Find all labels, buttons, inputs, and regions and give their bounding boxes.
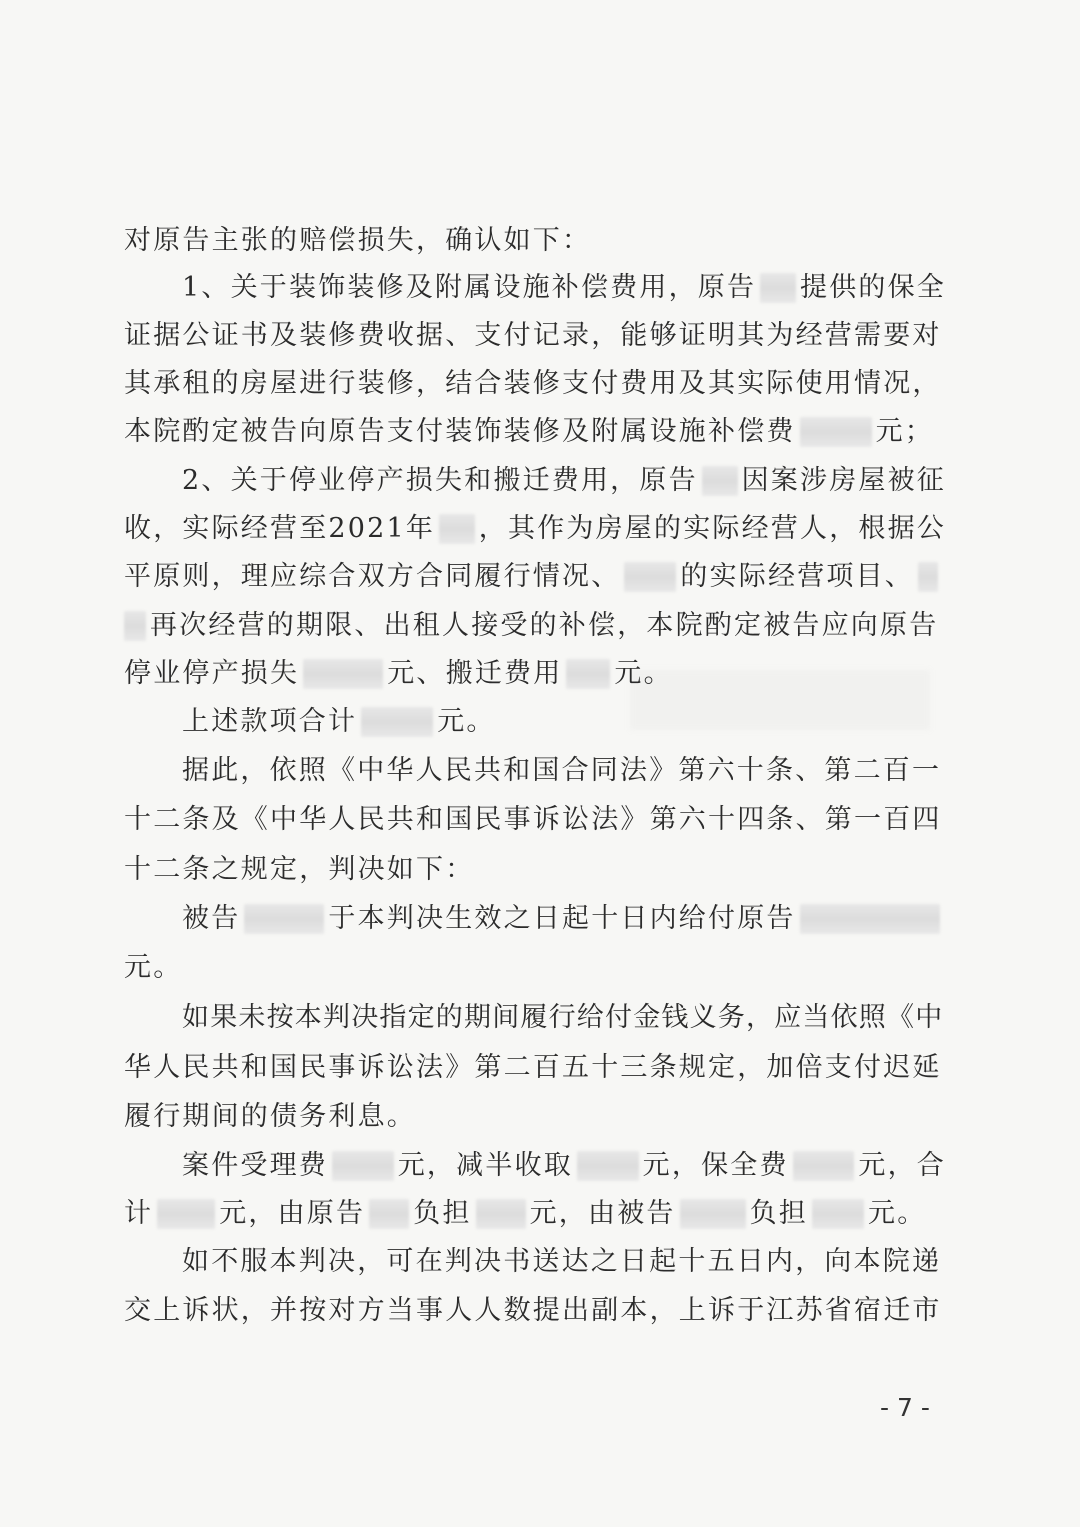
redacted-name: [760, 273, 796, 303]
redacted-name: [124, 611, 146, 641]
redacted-amount: [361, 707, 433, 737]
redacted-amount: [476, 1199, 526, 1229]
text-line: 平原则，理应综合双方合同履行情况、 的实际经营项目、: [124, 555, 946, 599]
redacted-amount: [566, 659, 610, 689]
redacted-amount: [812, 1199, 864, 1229]
text-line: 本院酌定被告向原告支付装饰装修及附属设施补偿费 元；: [124, 416, 935, 447]
redacted-date: [439, 514, 475, 544]
text-line: 如果未按本判决指定的期间履行给付金钱义务，应当依照《中: [182, 1002, 944, 1033]
text-line: 再次经营的期限、出租人接受的补偿，本院酌定被告应向原告: [124, 604, 946, 648]
text-line: 华人民共和国民事诉讼法》第二百五十三条规定，加倍支付迟延: [124, 1052, 942, 1083]
redacted-name: [244, 904, 324, 934]
text-line: 被告 于本判决生效之日起十日内给付原告: [182, 897, 946, 941]
text-line: 2、关于停业停产损失和搬迁费用，原告 因案涉房屋被征: [182, 465, 946, 496]
redacted-amount: [157, 1199, 215, 1229]
redacted-name: [369, 1199, 409, 1229]
redacted-amount: [800, 417, 872, 447]
redacted-name: [918, 562, 938, 592]
text-line: 元。: [124, 952, 183, 983]
text-line: 如不服本判决，可在判决书送达之日起十五日内，向本院递: [182, 1246, 942, 1277]
text-line: 交上诉状，并按对方当事人人数提出副本，上诉于江苏省宿迁市: [124, 1295, 942, 1326]
text-line: 案件受理费 元，减半收取 元，保全费 元，合: [182, 1150, 947, 1181]
text-line: 1、关于装饰装修及附属设施补偿费用，原告 提供的保全: [182, 272, 946, 303]
text-line: 停业停产损失 元、搬迁费用 元。: [124, 658, 673, 689]
redacted-name: [702, 466, 738, 496]
text-line: 计 元，由原告 负担 元，由被告 负担 元。: [124, 1198, 927, 1229]
redacted-amount: [332, 1151, 394, 1181]
text-line: 履行期间的债务利息。: [124, 1101, 416, 1132]
redacted-amount: [800, 904, 940, 934]
page-number: - 7 -: [880, 1393, 930, 1422]
redacted-amount: [793, 1151, 855, 1181]
text-line: 十二条之规定，判决如下：: [124, 854, 475, 885]
text-line: 证据公证书及装修费收据、支付记录，能够证明其为经营需要对: [124, 320, 942, 351]
redacted-name: [680, 1199, 746, 1229]
redacted-amount: [577, 1151, 639, 1181]
text-line: 十二条及《中华人民共和国民事诉讼法》第六十四条、第一百四: [124, 804, 942, 835]
redacted-amount: [303, 659, 383, 689]
text-line: 其承租的房屋进行装修，结合装修支付费用及其实际使用情况，: [124, 368, 942, 399]
text-line: 上述款项合计 元。: [182, 706, 496, 737]
redacted-name: [624, 562, 676, 592]
text-line: 据此，依照《中华人民共和国合同法》第六十条、第二百一: [182, 755, 942, 786]
text-line: 收，实际经营至2021年 ，其作为房屋的实际经营人，根据公: [124, 513, 946, 544]
text-line: 对原告主张的赔偿损失，确认如下：: [124, 225, 592, 256]
